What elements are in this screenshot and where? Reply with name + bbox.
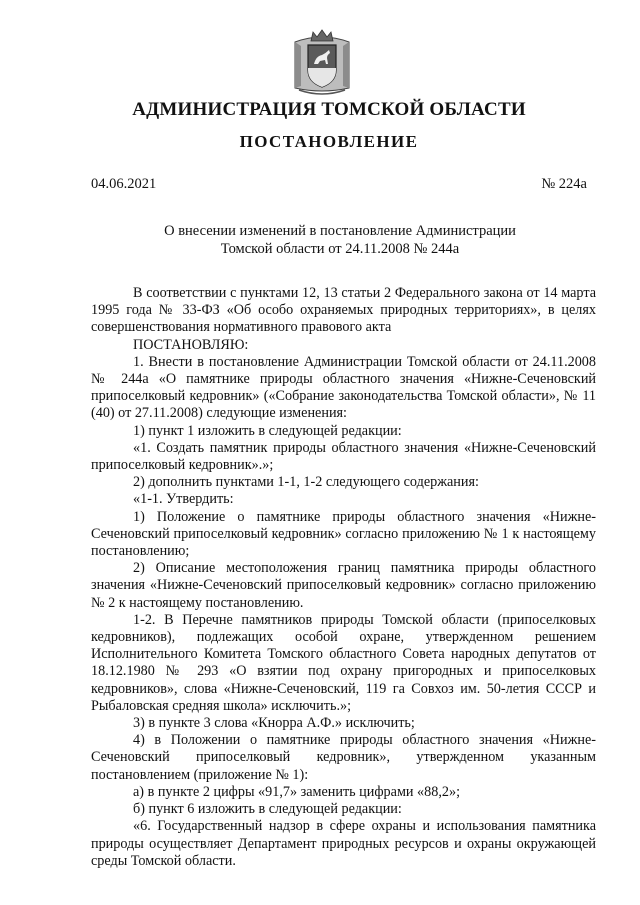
paragraph-subitem: а) в пункте 2 цифры «91,7» заменить цифрами «88,2»; bbox=[133, 783, 461, 800]
coat-of-arms-icon bbox=[291, 28, 353, 98]
paragraph-subitem: б) пункт 6 изложить в следующей редакции: bbox=[133, 801, 402, 818]
paragraph-subitem: 3) в пункте 3 слова «Кнорра А.Ф.» исключить; bbox=[133, 715, 415, 732]
paragraph-subitem: 2) дополнить пунктами 1-1, 1-2 следующего содержания: bbox=[133, 474, 479, 491]
paragraph-preamble: В соответствии с пунктами 12, 13 статьи 2 Федерального закона от 14 марта 1995 года № 33-ФЗ «Об особо охраняемых природных территориях», в целях совершенствования нормативного правового акта bbox=[91, 285, 596, 336]
document-body bbox=[91, 285, 596, 870]
document-type: ПОСТАНОВЛЕНИЕ bbox=[239, 132, 419, 151]
document-number: № 224а bbox=[541, 176, 587, 192]
paragraph-subitem: 2) Описание местоположения границ памятника природы областного значения «Нижне-Сеченовский припоселковый кедровник» согласно приложению № 2 к настоящему постановлению. bbox=[91, 560, 596, 611]
paragraph-subitem: 1) Положение о памятнике природы областного значения «Нижне-Сеченовский припоселковый кедровник» согласно приложению № 1 к настоящему постановлению; bbox=[91, 508, 596, 560]
subject-line: Томской области от 24.11.2008 № 244а bbox=[220, 241, 460, 257]
paragraph-subitem: 1-2. В Перечне памятников природы Томской области (припоселковых кедровников), подлежащих особой охране, утвержденном решением Исполнительного Комитета Томского областного Совета народных депутатов от 18.12.1980 № 293 «О взятии под охрану пригородных и припоселковых кедровников», слова «Нижне-Сеченовский, 119 га Совхоз им. 50-летия СССР и Рыбаловская средняя школа» исключить.»; bbox=[91, 611, 596, 714]
paragraph-quote: «1. Создать памятник природы областного значения «Нижне-Сеченовский припоселковый кедровник».»; bbox=[91, 439, 596, 474]
subject-line: О внесении изменений в постановление Администрации bbox=[164, 223, 516, 239]
paragraph-item-1: 1. Внести в постановление Администрации Томской области от 24.11.2008 № 244а «О памятнике природы областного значения «Нижне-Сеченовский припоселковый кедровник» («Собрание законодательства Томской области», № 11 (40) от 27.11.2008) следующие изменения: bbox=[91, 353, 596, 422]
document-date: 04.06.2021 bbox=[91, 176, 157, 192]
document-subject bbox=[150, 222, 530, 258]
paragraph-subitem: 4) в Положении о памятнике природы областного значения «Нижне-Сеченовский припоселковый кедровник», утвержденном указанным постановлением (приложение № 1): bbox=[91, 732, 596, 783]
paragraph-resolve: ПОСТАНОВЛЯЮ: bbox=[133, 336, 249, 353]
paragraph-quote: «1-1. Утвердить: bbox=[133, 491, 234, 508]
paragraph-subitem: 1) пункт 1 изложить в следующей редакции: bbox=[133, 422, 402, 439]
paragraph-quote: «6. Государственный надзор в сфере охраны и использования памятника природы осуществляет Департамент природных ресурсов и охраны окружающей среды Томской области. bbox=[91, 818, 596, 869]
organization-title: АДМИНИСТРАЦИЯ ТОМСКОЙ ОБЛАСТИ bbox=[132, 99, 526, 120]
